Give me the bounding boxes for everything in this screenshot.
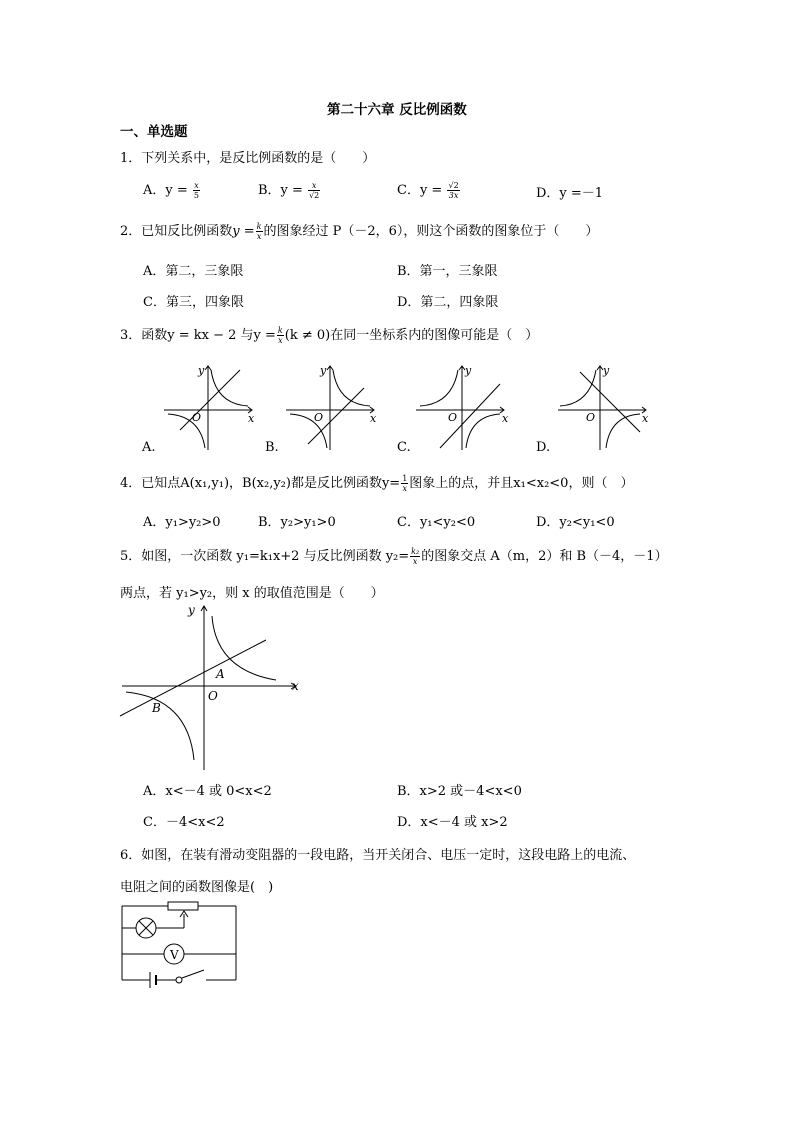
q3-num: k — [277, 326, 283, 335]
q5-option-c[interactable]: C．－4<x<2 — [143, 815, 225, 830]
q1-option-d[interactable]: D．y =－1 — [536, 186, 604, 201]
q1-option-b-label: B．y = — [258, 183, 303, 198]
q4-option-b[interactable]: B．y₂>y₁>0 — [258, 515, 336, 530]
question-6-line2: 电阻之间的函数图像是( ) — [120, 880, 274, 895]
q4-num: 1 — [402, 474, 408, 483]
q5-line — [120, 640, 266, 716]
q3-b-x-label: x — [370, 412, 377, 425]
page-title: 第二十六章 反比例函数 — [327, 102, 467, 118]
q3-a-origin: O — [192, 411, 202, 424]
q3-option-c[interactable]: C. — [397, 440, 411, 455]
q3-graph-a[interactable] — [164, 366, 252, 450]
q1-b-den: √2 — [309, 191, 320, 200]
q3-a-y-label: y — [198, 364, 205, 377]
q3-c-x-label: x — [502, 412, 509, 425]
q5-label-a: A — [216, 667, 225, 681]
q1-option-a[interactable] — [143, 179, 201, 200]
question-4-stem — [120, 472, 633, 493]
q5-pre: 5．如图，一次函数 y₁=k₁x+2 与反比例函数 y₂= — [120, 549, 410, 564]
q2-option-d[interactable]: D．第二，四象限 — [397, 295, 499, 310]
q1-option-a-label: A．y = — [143, 183, 188, 198]
q3-c-hyperbola-2 — [466, 414, 500, 448]
q4-option-a[interactable]: A．y₁>y₂>0 — [143, 515, 221, 530]
q3-den: x — [278, 336, 283, 345]
question-2-stem — [120, 220, 598, 241]
q3-graphs — [140, 360, 770, 460]
q2-post: 的图象经过 P（－2，6），则这个函数的图象位于（ ） — [263, 224, 599, 239]
q3-d-x-label: x — [642, 412, 649, 425]
q3-d-hyperbola-1 — [560, 370, 596, 406]
q3-d-y-label: y — [603, 364, 610, 377]
q2-den: x — [256, 232, 262, 241]
q5-label-b: B — [152, 701, 161, 715]
q1-a-den: 5 — [193, 191, 199, 200]
q3-option-b[interactable]: B. — [265, 440, 279, 455]
q3-post: (k ≠ 0)在同一坐标系内的图像可能是（ ） — [284, 328, 539, 343]
q5-graph — [116, 600, 306, 772]
q4-post: 图象上的点，并且x₁<x₂<0，则（ ） — [409, 476, 634, 491]
q5-option-a[interactable]: A．x<－4 或 0<x<2 — [143, 784, 272, 799]
q5-y-label: y — [188, 603, 195, 617]
question-6-line1: 6．如图，在装有滑动变阻器的一段电路，当开关闭合、电压一定时，这段电路上的电流、 — [120, 848, 636, 863]
q1-c-den: 3x — [448, 191, 459, 200]
q2-num: k — [256, 222, 262, 231]
q5-num: k₂ — [411, 547, 420, 556]
q4-option-d[interactable]: D．y₂<y₁<0 — [536, 515, 615, 530]
q3-d-origin: O — [586, 411, 596, 424]
q3-pre: 3．函数y = kx − 2 与y = — [120, 328, 276, 343]
q2-option-c[interactable]: C．第三，四象限 — [143, 295, 244, 310]
q5-den: x — [412, 557, 418, 566]
q2-option-a[interactable]: A．第二，三象限 — [143, 264, 244, 279]
q6-circuit — [116, 896, 242, 992]
rheostat-icon — [168, 902, 198, 910]
question-5-stem — [120, 545, 668, 566]
q1-a-fraction — [193, 181, 200, 200]
q1-c-num: √2 — [448, 181, 459, 190]
switch-pivot-icon — [176, 977, 182, 983]
q5-fraction — [410, 547, 420, 566]
q4-fraction — [401, 474, 408, 493]
q3-graph-b[interactable] — [286, 366, 374, 450]
switch-lever-icon — [182, 970, 204, 978]
q3-a-line — [180, 370, 240, 430]
q2-fraction — [256, 222, 263, 241]
voltmeter-label: V — [170, 948, 179, 962]
q1-option-c[interactable] — [397, 179, 461, 200]
q1-a-num: x — [194, 181, 199, 190]
q5-post: 的图象交点 A（m，2）和 B（－4，－1） — [421, 549, 668, 564]
q4-option-c[interactable]: C．y₁<y₂<0 — [397, 515, 476, 530]
q2-option-b[interactable]: B．第一，三象限 — [397, 264, 498, 279]
q5-origin: O — [208, 689, 218, 703]
section-heading: 一、单选题 — [120, 124, 188, 140]
q1-c-fraction — [447, 181, 459, 200]
question-1-stem: 1．下列关系中，是反比例函数的是（ ） — [120, 151, 376, 166]
q3-graph-d[interactable] — [558, 366, 646, 450]
q3-c-origin: O — [448, 411, 458, 424]
q3-option-a[interactable]: A. — [142, 440, 156, 455]
q3-option-d[interactable]: D. — [536, 440, 551, 455]
q3-b-y-label: y — [320, 364, 327, 377]
q3-b-origin: O — [314, 411, 324, 424]
q2-y: y = — [232, 224, 255, 239]
q4-den: x — [402, 484, 407, 493]
q3-a-x-label: x — [248, 412, 255, 425]
q3-c-hyperbola-1 — [420, 370, 458, 406]
q1-b-num: x — [308, 181, 320, 191]
q2-pre: 2．已知反比例函数 — [120, 224, 233, 239]
q5-x-label: x — [292, 679, 299, 693]
q3-graph-c[interactable] — [416, 366, 504, 450]
q5-option-d[interactable]: D．x<－4 或 x>2 — [397, 815, 508, 830]
q4-pre: 4．已知点A(x₁,y₁)，B(x₂,y₂)都是反比例函数y= — [120, 476, 401, 491]
q3-fraction — [277, 326, 284, 345]
q3-a-hyperbola-1 — [211, 370, 248, 406]
q3-d-hyperbola-2 — [606, 414, 640, 448]
q1-option-b[interactable] — [258, 179, 321, 200]
question-5-line2: 两点，若 y₁>y₂，则 x 的取值范围是（ ） — [120, 586, 384, 601]
q3-c-y-label: y — [465, 364, 472, 377]
q5-option-b[interactable]: B．x>2 或－4<x<0 — [397, 784, 522, 799]
question-3-stem — [120, 324, 538, 345]
q1-option-c-label: C．y = — [397, 183, 443, 198]
q1-b-fraction — [308, 181, 320, 200]
